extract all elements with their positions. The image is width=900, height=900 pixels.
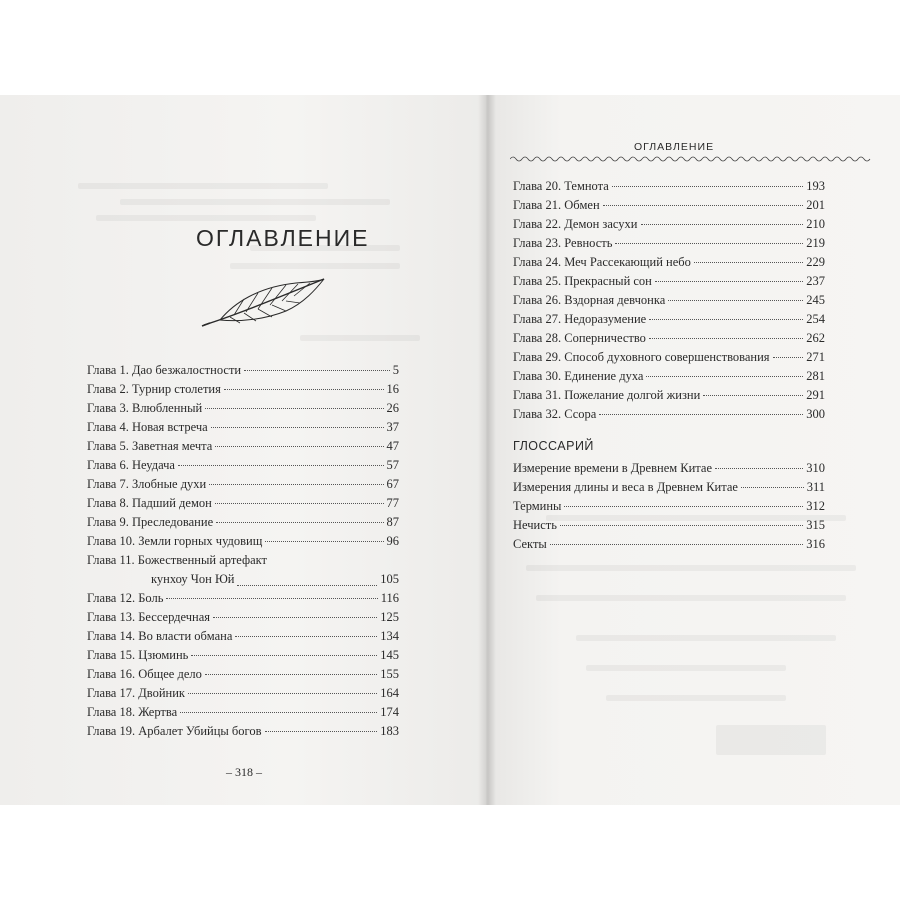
toc-entry[interactable]: Глава 6. Неудача 57 [87, 458, 399, 472]
toc-entry[interactable]: Глава 19. Арбалет Убийцы богов 183 [87, 724, 399, 738]
toc-list-left [87, 361, 399, 741]
toc-entry[interactable]: Глава 27. Недоразумение 254 [513, 312, 825, 326]
toc-entry[interactable]: Глава 20. Темнота 193 [513, 179, 825, 193]
toc-entry[interactable]: Глава 2. Турнир столетия 16 [87, 382, 399, 396]
glossary-entry[interactable]: Измерения длины и веса в Древнем Китае 311 [513, 480, 825, 494]
toc-entry[interactable]: Глава 31. Пожелание долгой жизни 291 [513, 388, 825, 402]
toc-entry[interactable]: Глава 23. Ревность 219 [513, 236, 825, 250]
toc-list-right [513, 177, 825, 424]
toc-entry[interactable]: Глава 21. Обмен 201 [513, 198, 825, 212]
wavy-divider-icon [510, 155, 872, 163]
toc-entry[interactable]: Глава 9. Преследование 87 [87, 515, 399, 529]
toc-entry[interactable]: Глава 26. Вздорная девчонка 245 [513, 293, 825, 307]
glossary-entry[interactable]: Нечисть 315 [513, 518, 825, 532]
toc-entry[interactable]: Глава 5. Заветная мечта 47 [87, 439, 399, 453]
glossary-entry[interactable]: Термины 312 [513, 499, 825, 513]
bleed-through [536, 595, 846, 601]
toc-entry[interactable]: Глава 13. Бессердечная 125 [87, 610, 399, 624]
page-title: ОГЛАВЛЕНИЕ [196, 225, 370, 251]
left-page [0, 95, 486, 805]
toc-entry[interactable]: Глава 4. Новая встреча 37 [87, 420, 399, 434]
bleed-through [716, 725, 826, 755]
toc-entry[interactable]: Глава 29. Способ духовного совершенствования 271 [513, 350, 825, 364]
toc-entry[interactable]: Глава 15. Цзюминь 145 [87, 648, 399, 662]
toc-entry[interactable]: Глава 25. Прекрасный сон 237 [513, 274, 825, 288]
open-book [0, 95, 900, 805]
running-head: ОГЛАВЛЕНИЕ [634, 141, 715, 153]
toc-entry[interactable]: Глава 32. Ссора 300 [513, 407, 825, 421]
glossary-entry[interactable]: Секты 316 [513, 537, 825, 551]
toc-entry[interactable]: Глава 7. Злобные духи 67 [87, 477, 399, 491]
book-gutter [478, 95, 496, 805]
bleed-through [586, 665, 786, 671]
toc-entry[interactable]: Глава 10. Земли горных чудовищ 96 [87, 534, 399, 548]
glossary-entry[interactable]: Измерение времени в Древнем Китае 310 [513, 461, 825, 475]
toc-entry[interactable]: Глава 8. Падший демон 77 [87, 496, 399, 510]
glossary-list [513, 459, 825, 554]
toc-entry[interactable]: Глава 11. Божественный артефакт кунхоу Чон Юй 105 [87, 553, 399, 586]
feather-ornament-icon [200, 273, 330, 331]
toc-entry[interactable]: Глава 14. Во власти обмана 134 [87, 629, 399, 643]
toc-entry[interactable]: Глава 18. Жертва 174 [87, 705, 399, 719]
bleed-through [78, 183, 328, 189]
toc-entry[interactable]: Глава 3. Влюбленный 26 [87, 401, 399, 415]
toc-entry[interactable]: Глава 24. Меч Рассекающий небо 229 [513, 255, 825, 269]
page-number: – 318 – [226, 765, 262, 779]
bleed-through [576, 635, 836, 641]
right-page [486, 95, 900, 805]
toc-entry[interactable]: Глава 16. Общее дело 155 [87, 667, 399, 681]
toc-entry[interactable]: Глава 30. Единение духа 281 [513, 369, 825, 383]
toc-entry[interactable]: Глава 17. Двойник 164 [87, 686, 399, 700]
bleed-through [96, 215, 316, 221]
toc-entry[interactable]: Глава 22. Демон засухи 210 [513, 217, 825, 231]
bleed-through [230, 263, 400, 269]
toc-entry[interactable]: Глава 28. Соперничество 262 [513, 331, 825, 345]
bleed-through [526, 565, 856, 571]
toc-entry[interactable]: Глава 1. Дао безжалостности 5 [87, 363, 399, 377]
bleed-through [300, 335, 420, 341]
toc-entry[interactable]: Глава 12. Боль 116 [87, 591, 399, 605]
glossary-heading: ГЛОССАРИЙ [513, 439, 594, 453]
bleed-through [606, 695, 786, 701]
bleed-through [120, 199, 390, 205]
